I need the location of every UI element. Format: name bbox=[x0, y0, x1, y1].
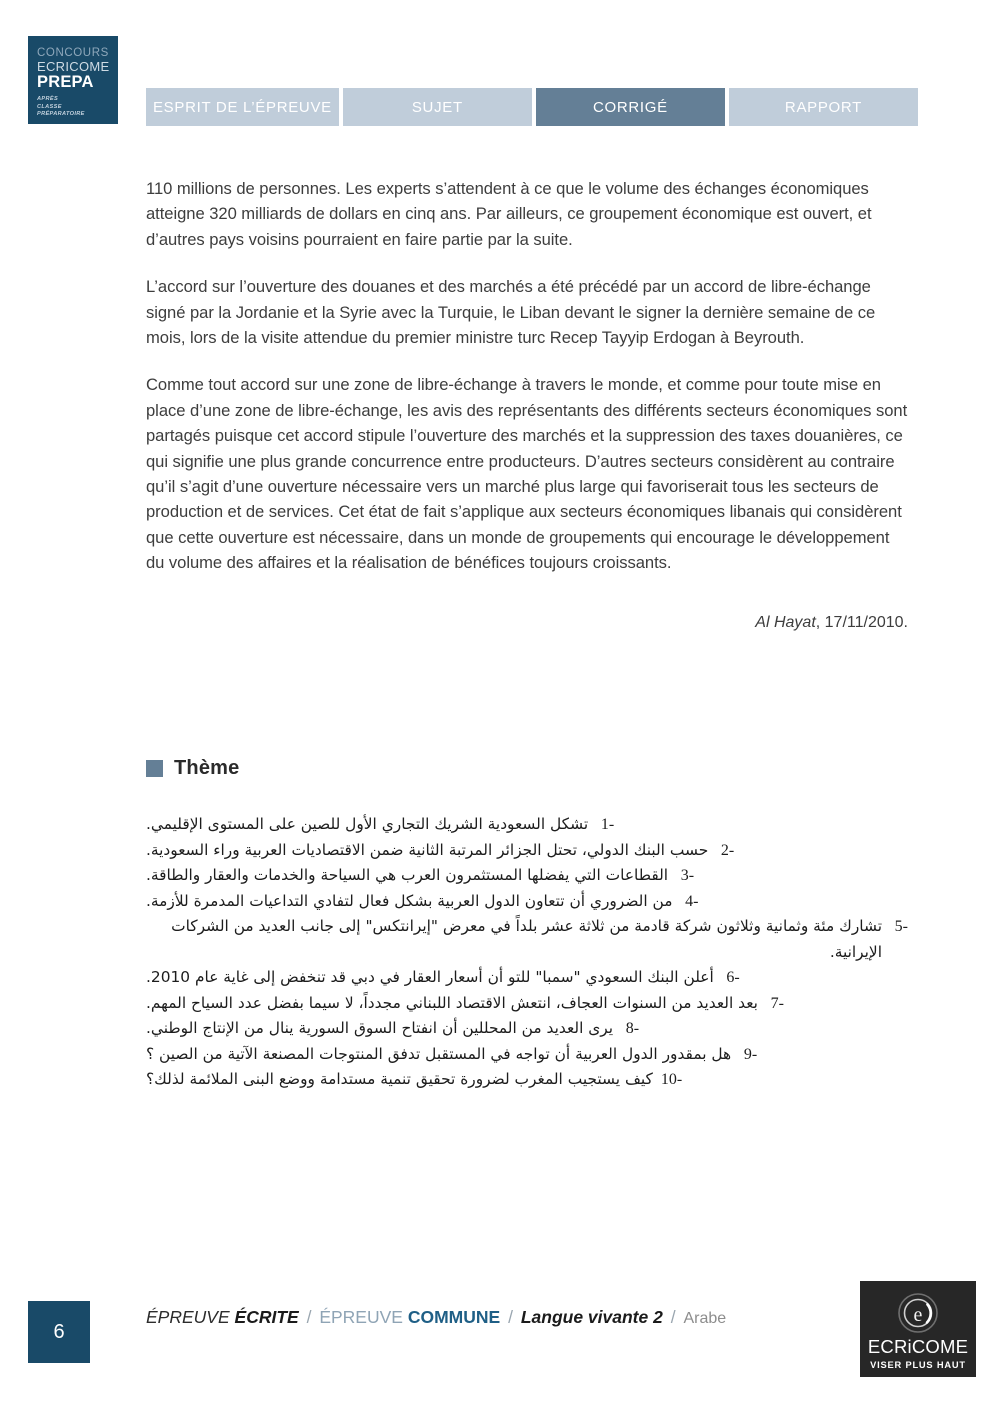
list-item-text: تشارك مئة وثمانية وثلاثون شركة قادمة من ثلاثة عشر بلداً في معرض "إيرانتكس" إلى جانب العديد من الشركات الإيرانية. bbox=[171, 917, 882, 961]
list-item-number: 8- bbox=[625, 1020, 640, 1037]
brand-line-ecricome: ECRICOME bbox=[37, 58, 110, 74]
svg-text:e: e bbox=[913, 1304, 923, 1327]
breadcrumb-langue-vivante: Langue vivante 2 bbox=[520, 1307, 663, 1327]
ecricome-logo-tagline: VISER PLUS HAUT bbox=[870, 1359, 966, 1370]
paragraph-1: 110 millions de personnes. Les experts s’attendent à ce que le volume des échanges économiques atteigne 320 milliards de dollars en cinq ans. Par ailleurs, ce groupement économique est ouvert, et d’autres pays voisins pourraient en faire partie par la suite. bbox=[146, 179, 872, 249]
list-item-text: تشكل السعودية الشريك التجاري الأول للصين على المستوى الإقليمي. bbox=[146, 815, 589, 833]
breadcrumb-ecrite: ÉCRITE bbox=[234, 1307, 299, 1327]
list-item-text: يرى العديد من المحللين أن انفتاح السوق السورية ينال من الإنتاج الوطني. bbox=[146, 1019, 614, 1037]
list-item-text: بعد العديد من السنوات العجاف، انتعش الاقتصاد اللبناني مجدداً، لا سيما بفضل عدد السياح المهم. bbox=[146, 993, 758, 1012]
page-header bbox=[0, 0, 1004, 140]
list-item-number: 1- bbox=[600, 816, 615, 833]
list-item bbox=[146, 914, 908, 965]
list-item bbox=[146, 863, 908, 889]
theme-questions-list bbox=[146, 812, 908, 1093]
list-item-number: 6- bbox=[726, 969, 740, 986]
brand-line-concours: CONCOURS bbox=[37, 47, 109, 59]
list-item bbox=[146, 812, 908, 838]
list-item bbox=[146, 889, 908, 915]
list-item bbox=[146, 838, 908, 864]
list-item-text: القطاعات التي يفضلها المستثمرون العرب هي السياحة والخدمات والعقار والطاقة. bbox=[146, 866, 669, 884]
page-footer bbox=[0, 1277, 1004, 1417]
breadcrumb-arabe: Arabe bbox=[683, 1310, 727, 1327]
paragraph-3: Comme tout accord sur une zone de libre-échange à travers le monde, et comme pour toute mise en place d’une zone de libre-échange, les avis des représentants des différents secteurs économiques sont partagés puisque cet accord stipule l’ouverture des marchés et la suppression des taxes douanières, ce qui signifie une plus grande concurrence entre producteurs. D’autres secteurs considèrent au contraire qu’il s’agit d’une ouverture nécessaire vers un marché plus large qui favoriserait tous les secteurs de production et de services. Cet état de fait s’applique aux secteurs économiques libanais qui considèrent que cette ouverture est nécessaire, dans un monde de groupements qui encourage le développement du volume des affaires et la réalisation de bénéfices toujours croissants. bbox=[146, 375, 908, 573]
list-item-text: كيف يستجيب المغرب لضرورة تحقيق تنمية مستدامة ووضع البنى الملائمة لذلك؟ bbox=[146, 1070, 653, 1088]
list-item-text: حسب البنك الدولي، تحتل الجزائر المرتبة الثانية ضمن الاقتصاديات العربية وراء السعودية. bbox=[146, 840, 709, 859]
breadcrumb-separator: / bbox=[306, 1307, 312, 1327]
source-date: , 17/11/2010. bbox=[815, 614, 908, 631]
list-item-number: 10- bbox=[660, 1071, 683, 1088]
list-item-text: هل بمقدور الدول العربية أن تواجه في المستقبل تدفق المنتوجات المصنعة الآتية من الصين ؟ bbox=[146, 1044, 732, 1063]
list-item-number: 9- bbox=[743, 1045, 758, 1063]
tab-sujet[interactable]: SUJET bbox=[343, 88, 532, 126]
list-item-text: أعلن البنك السعودي "سمبا" للتو أن أسعار العقار في دبي قد تنخفض إلى غاية عام 2010. bbox=[146, 968, 714, 986]
list-item-number: 7- bbox=[770, 994, 784, 1012]
ecricome-logo-name: ECRiCOME bbox=[867, 1336, 969, 1358]
theme-section-heading bbox=[146, 757, 239, 780]
list-item-number: 5- bbox=[894, 918, 908, 935]
tab-esprit-de-lepreuve[interactable]: ESPRIT DE L’ÉPREUVE bbox=[146, 88, 339, 126]
brand-tagline-classe: CLASSE PRÉPARATOIRE bbox=[37, 103, 85, 118]
list-item-number: 4- bbox=[685, 892, 699, 910]
ecricome-footer-logo bbox=[860, 1281, 976, 1377]
source-attribution bbox=[146, 614, 908, 632]
brand-line-prepa: PREPA bbox=[37, 72, 94, 91]
list-item-number: 3- bbox=[680, 867, 695, 884]
paragraph-2: L’accord sur l’ouverture des douanes et des marchés a été précédé par un accord de libre-échange signé par la Jordanie et la Syrie avec la Turquie, le Liban devant le signer la dernière semaine de ce mois, lors de la visite attendue du premier ministre turc Recep Tayyip Erdogan à Beyrouth. bbox=[146, 277, 876, 348]
tab-rapport[interactable]: RAPPORT bbox=[729, 88, 918, 126]
breadcrumb-epreuve-2: ÉPREUVE bbox=[319, 1307, 403, 1327]
list-item bbox=[146, 1042, 908, 1068]
breadcrumb-commune: COMMUNE bbox=[407, 1307, 501, 1327]
list-item-text: من الضروري أن تتعاون الدول العربية بشكل فعال لتفادي التداعيات المدمرة للأزمة. bbox=[146, 891, 673, 910]
document-body bbox=[146, 176, 908, 576]
list-item bbox=[146, 1067, 908, 1093]
breadcrumb-separator: / bbox=[508, 1307, 513, 1327]
brand-tagline bbox=[37, 96, 109, 119]
list-item bbox=[146, 1016, 908, 1042]
concours-ecricome-prepa-logo bbox=[28, 36, 118, 124]
square-bullet-icon bbox=[146, 760, 163, 777]
theme-section-label: Thème bbox=[174, 757, 240, 779]
list-item bbox=[146, 965, 908, 991]
breadcrumb-separator: / bbox=[670, 1307, 676, 1327]
page-number-badge: 6 bbox=[28, 1301, 90, 1363]
breadcrumb-epreuve: ÉPREUVE bbox=[146, 1307, 230, 1327]
brand-tagline-apres: APRÈS bbox=[37, 96, 59, 103]
section-tabs bbox=[146, 88, 918, 126]
list-item-number: 2- bbox=[720, 841, 735, 859]
source-publication-name: Al Hayat bbox=[755, 614, 816, 631]
list-item bbox=[146, 991, 908, 1017]
breadcrumb bbox=[146, 1307, 726, 1328]
ecricome-e-emblem-icon bbox=[897, 1292, 939, 1334]
tab-corrige[interactable]: CORRIGÉ bbox=[536, 88, 725, 126]
